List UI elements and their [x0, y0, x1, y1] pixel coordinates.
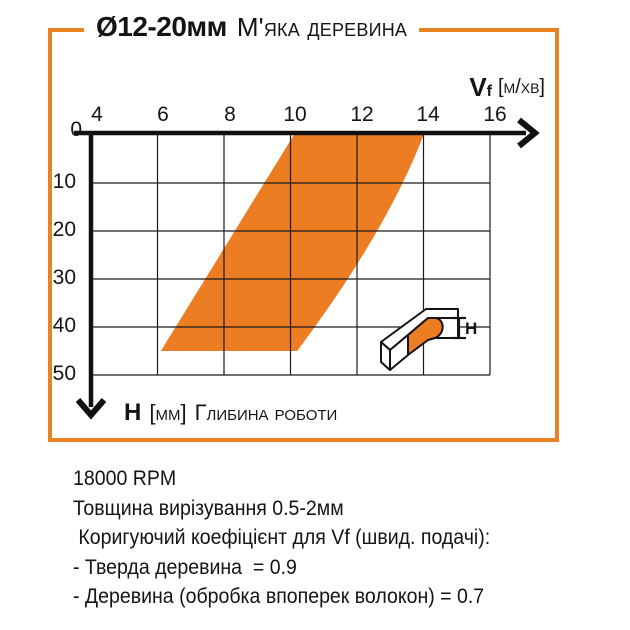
note-cut-thickness: Товщина вирізування 0.5-2мм [73, 496, 344, 520]
x-axis-unit: [м/хв] [497, 76, 545, 98]
title-material: М'яка деревина [236, 11, 408, 42]
chart-title [84, 6, 419, 48]
y-tick-20: 20 [52, 218, 76, 241]
origin-tick-label: 0 [70, 118, 82, 141]
x-axis-name-subscript: f [486, 83, 492, 100]
x-tick-4: 4 [91, 103, 103, 126]
h-dimension-label: H [465, 319, 478, 338]
x-tick-6: 6 [157, 103, 169, 126]
x-tick-14: 14 [416, 103, 440, 126]
x-axis-name: V [469, 72, 487, 102]
x-tick-10: 10 [283, 103, 307, 126]
y-tick-30: 30 [52, 266, 76, 289]
y-axis-title [124, 399, 337, 427]
y-tick-10: 10 [52, 170, 76, 193]
note-crossgrain-factor: - Деревина (обробка впоперек волокон) = 0.7 [73, 585, 485, 608]
notes-block [73, 464, 490, 612]
x-tick-8: 8 [224, 103, 236, 126]
y-axis-description: Глибина роботи [194, 400, 338, 425]
y-tick-40: 40 [52, 314, 76, 337]
x-tick-12: 12 [350, 103, 374, 126]
y-axis-name: H [124, 399, 142, 426]
note-hardwood-factor: - Тверда деревина = 0.9 [73, 555, 297, 579]
note-correction-header: Коригуючий коефіцієнт для Vf (швид. подачі): [73, 526, 491, 549]
title-diameter-range: Ø12-20мм [96, 11, 227, 42]
y-tick-50: 50 [52, 362, 76, 385]
x-tick-16: 16 [483, 103, 507, 126]
x-axis-title [425, 72, 545, 103]
recommended-zone [161, 135, 424, 351]
y-axis-unit: [мм] [149, 400, 187, 425]
note-rpm: 18000 RPM [73, 467, 177, 490]
